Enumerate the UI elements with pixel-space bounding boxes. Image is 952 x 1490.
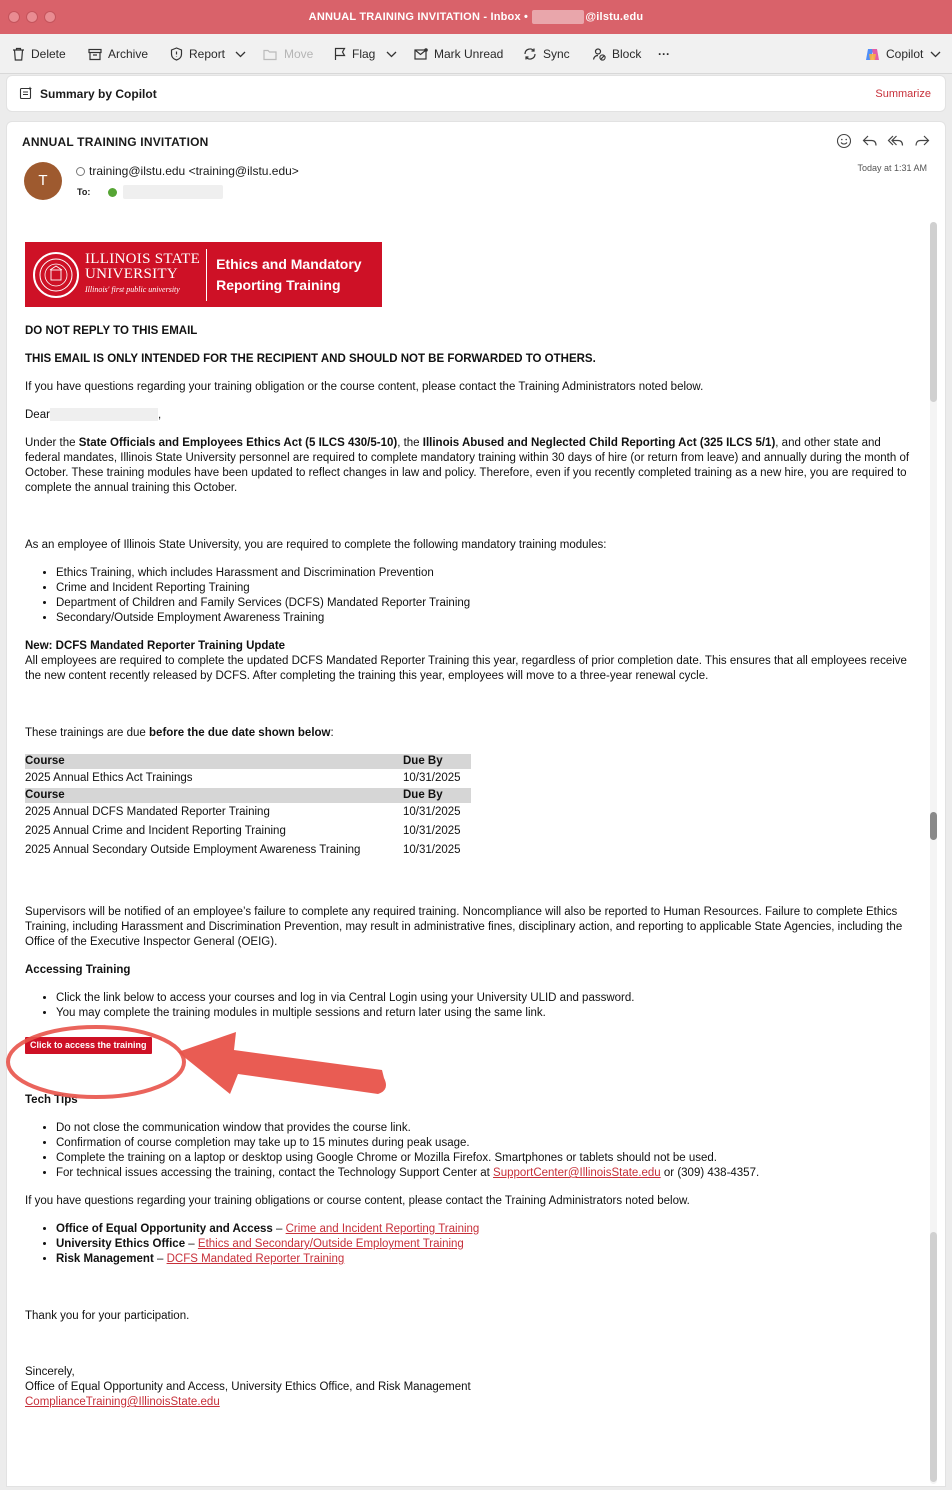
block-label: Block: [612, 47, 642, 61]
flag-dropdown-button[interactable]: [386, 34, 397, 74]
course-cell: 2025 Annual DCFS Mandated Reporter Training: [25, 806, 270, 818]
due-text-1: These trainings are due: [25, 727, 150, 739]
crime-reporting-link[interactable]: Crime and Incident Reporting Training: [285, 1223, 480, 1235]
noncompliance-paragraph: Supervisors will be notified of an employee’s failure to complete any required training. Noncompliance will also be reported to Human Resources. Failure to complete Ethics Training, including Harassment and Discrimination Prevention, may result in administrative fines, disciplinary action, and reporting to applicable State Agencies, including the Office of the Executive Inspector General (OEIG).: [25, 906, 903, 948]
copilot-dropdown-button[interactable]: [930, 34, 941, 74]
sync-button[interactable]: [523, 34, 570, 74]
due-dates-table: [25, 754, 471, 860]
tech-tip-text: For technical issues accessing the training, contact the Technology Support Center at: [56, 1167, 494, 1179]
tech-tip-phone: or (309) 438-4357.: [660, 1167, 760, 1179]
email-subject: ANNUAL TRAINING INVITATION: [22, 135, 209, 149]
list-item: [56, 1222, 917, 1237]
banner-title-line1: Ethics and Mandatory: [216, 255, 362, 272]
list-item: [56, 1252, 917, 1267]
summarize-button[interactable]: Summarize: [875, 88, 931, 100]
accessing-training-heading: Accessing Training: [25, 964, 131, 976]
admin-office: Risk Management: [56, 1253, 154, 1265]
banner-title-line2: Reporting Training: [216, 276, 341, 293]
sync-icon: [523, 47, 537, 61]
due-cell: 10/31/2025: [403, 825, 461, 837]
chevron-down-icon: [235, 51, 246, 58]
dcfs-training-link[interactable]: DCFS Mandated Reporter Training: [166, 1253, 345, 1265]
due-cell: 10/31/2025: [403, 844, 461, 856]
flag-label: Flag: [352, 47, 376, 61]
ethics-training-link[interactable]: Ethics and Secondary/Outside Employment Training: [197, 1238, 464, 1250]
table-row: [25, 803, 471, 822]
banner-title: [216, 254, 361, 296]
tech-tips-heading: Tech Tips: [25, 1094, 78, 1106]
report-label: Report: [189, 47, 226, 61]
no-reply-notice: DO NOT REPLY TO THIS EMAIL: [25, 325, 198, 337]
list-item: • Ethics Training, which includes Harassment and Discrimination Prevention: [56, 566, 917, 581]
presence-status-icon: [76, 167, 85, 176]
column-header-course: Course: [25, 788, 403, 803]
list-item: • Crime and Incident Reporting Training: [56, 581, 917, 596]
mandate-text-2: , the: [397, 437, 423, 449]
more-actions-label: ···: [658, 47, 670, 61]
mandate-text-3: , and other state and federal mandates, Illinois State University personnel are required to complete mandatory training within 30 days of hire (or return from leave) and annually during the month of October. These training modules have been updated to reflect changes in law and policy. Therefore, even if you recently completed training as a new hire, you are required to complete the annual training this October.: [25, 437, 910, 494]
redacted-recipient[interactable]: [123, 185, 223, 199]
mandate-paragraph: [25, 436, 917, 496]
mandate-text-1: Under the: [25, 437, 79, 449]
report-dropdown-button[interactable]: [235, 34, 246, 74]
more-actions-button[interactable]: [658, 34, 670, 74]
accessing-list: [56, 991, 917, 1021]
admin-sep: –: [153, 1253, 167, 1265]
course-cell: 2025 Annual Secondary Outside Employment Awareness Training: [25, 844, 361, 856]
table-row: [25, 822, 471, 841]
table-row: [25, 769, 471, 788]
anc-act-ref: Illinois Abused and Neglected Child Reporting Act (325 ILCS 5/1): [422, 437, 776, 449]
employee-requirement: As an employee of Illinois State University, you are required to complete the following mandatory training modules:: [25, 539, 607, 551]
list-item: • Click the link below to access your courses and log in via Central Login using your University ULID and password.: [56, 991, 917, 1006]
tech-tips-list: [56, 1121, 917, 1181]
sender-avatar[interactable]: T: [24, 162, 62, 200]
column-header-due: Due By: [403, 754, 471, 769]
column-header-due: Due By: [403, 788, 471, 803]
table-header: [25, 788, 471, 803]
archive-icon: [88, 48, 102, 61]
dcfs-update-text: All employees are required to complete the updated DCFS Mandated Reporter Training this year, regardless of prior completion date. This ensures that all employees receive the new content recently released by DCFS. After completing the training this year, employees will move to a three-year renewal cycle.: [25, 655, 907, 682]
reply-all-icon[interactable]: [887, 132, 905, 150]
list-item: [56, 1237, 917, 1252]
recipient-line: [77, 185, 223, 199]
admin-questions-paragraph: If you have questions regarding your training obligations or course content, please contact the Training Administrators noted below.: [25, 1195, 690, 1207]
block-button[interactable]: [592, 34, 641, 74]
greeting-punct: ,: [157, 409, 162, 421]
admin-office: University Ethics Office: [56, 1238, 186, 1250]
forward-icon[interactable]: [913, 132, 931, 150]
email-reading-pane: [6, 121, 946, 1487]
window-title-suffix: @ilstu.edu: [585, 10, 644, 23]
redacted-address: [532, 10, 584, 24]
move-folder-icon: [263, 48, 278, 61]
due-intro: [25, 726, 917, 741]
summary-icon: [19, 86, 33, 100]
block-user-icon: [592, 47, 606, 61]
signoff-line: Office of Equal Opportunity and Access, University Ethics Office, and Risk Management: [25, 1381, 471, 1393]
archive-label: Archive: [108, 47, 149, 61]
isu-seal-icon: [33, 252, 79, 298]
column-header-course: Course: [25, 754, 403, 769]
due-text-bold: before the due date shown below: [149, 727, 331, 739]
move-button[interactable]: [263, 34, 313, 74]
delete-label: Delete: [31, 47, 66, 61]
ethics-act-ref: State Officials and Employees Ethics Act (5 ILCS 430/5-10): [78, 437, 398, 449]
admin-sep: –: [272, 1223, 286, 1235]
list-item: • Department of Children and Family Services (DCFS) Mandated Reporter Training: [56, 596, 917, 611]
copilot-icon: [865, 47, 880, 62]
dcfs-update-heading: New: DCFS Mandated Reporter Training Update: [25, 640, 286, 652]
greeting: [25, 408, 917, 423]
course-cell: 2025 Annual Ethics Act Trainings: [25, 772, 193, 784]
emoji-reaction-icon[interactable]: [835, 132, 853, 150]
redacted-name: [50, 408, 158, 421]
copilot-label: Copilot: [886, 47, 924, 61]
due-cell: 10/31/2025: [403, 772, 461, 784]
greeting-text: Dear: [25, 409, 50, 421]
admin-office: Office of Equal Opportunity and Access: [56, 1223, 273, 1235]
access-training-button[interactable]: Click to access the training: [25, 1037, 152, 1054]
scrollbar-thumb-lower[interactable]: [930, 1232, 937, 1482]
thanks-line: Thank you for your participation.: [25, 1310, 190, 1322]
support-center-link[interactable]: SupportCenter@IllinoisState.edu: [493, 1167, 661, 1179]
copilot-button[interactable]: [865, 34, 923, 74]
toolbar: [0, 34, 952, 74]
isu-wordmark: [85, 252, 200, 297]
flag-icon: [334, 47, 346, 61]
table-header: [25, 754, 471, 769]
sincerely-line: Sincerely,: [25, 1366, 75, 1378]
scrollbar-thumb[interactable]: [930, 812, 937, 840]
received-date: Today at 1:31 AM: [857, 163, 927, 173]
due-cell: 10/31/2025: [403, 806, 461, 818]
cta-row: [25, 1037, 917, 1073]
questions-paragraph: If you have questions regarding your training obligation or the course content, please contact the Training Administrators noted below.: [25, 381, 704, 393]
list-item: • Do not close the communication window that provides the course link.: [56, 1121, 917, 1136]
copilot-summary-bar: [6, 75, 946, 112]
modules-list: [56, 566, 917, 626]
chevron-down-icon: [386, 51, 397, 58]
mark-unread-button[interactable]: [414, 34, 503, 74]
mark-unread-label: Mark Unread: [434, 47, 504, 61]
course-cell: 2025 Annual Crime and Incident Reporting Training: [25, 825, 286, 837]
sync-label: Sync: [543, 47, 570, 61]
delete-button[interactable]: [12, 34, 66, 74]
admin-sep: –: [185, 1238, 198, 1250]
window-title: [0, 10, 952, 24]
flag-button[interactable]: [334, 34, 375, 74]
sender-line[interactable]: [76, 164, 299, 178]
scrollbar-thumb-upper[interactable]: [930, 222, 937, 402]
list-item: • Confirmation of course completion may take up to 15 minutes during peak usage.: [56, 1136, 917, 1151]
email-body: [25, 242, 917, 1410]
isu-training-banner: [25, 242, 382, 307]
message-actions: [835, 132, 931, 150]
to-label: To:: [77, 187, 91, 197]
window-title-prefix: ANNUAL TRAINING INVITATION - Inbox •: [308, 10, 529, 23]
sender-address: training@ilstu.edu <training@ilstu.edu>: [89, 164, 299, 178]
isu-tagline: Illinois' first public university: [85, 285, 180, 294]
list-item: • You may complete the training modules in multiple sessions and return later using the same link.: [56, 1006, 917, 1021]
trash-icon: [12, 47, 25, 61]
compliance-email-link[interactable]: ComplianceTraining@IllinoisState.edu: [25, 1396, 220, 1408]
window-titlebar: [0, 0, 952, 34]
isu-wordmark-line1: ILLINOIS STATE: [85, 251, 201, 267]
archive-button[interactable]: [88, 34, 148, 74]
isu-wordmark-line2: UNIVERSITY: [85, 266, 178, 282]
banner-divider: [206, 249, 207, 301]
reply-icon[interactable]: [861, 132, 879, 150]
list-item: [56, 1166, 917, 1181]
report-button[interactable]: [170, 34, 225, 74]
summary-label: Summary by Copilot: [40, 87, 157, 101]
envelope-icon: [414, 48, 428, 60]
list-item: • Secondary/Outside Employment Awareness Training: [56, 611, 917, 626]
table-row: [25, 841, 471, 860]
recipient-only-notice: THIS EMAIL IS ONLY INTENDED FOR THE RECIPIENT AND SHOULD NOT BE FORWARDED TO OTHERS.: [25, 353, 596, 365]
chevron-down-icon: [930, 51, 941, 58]
list-item: • Complete the training on a laptop or desktop using Google Chrome or Mozilla Firefox. Smartphones or tablets should not be used.: [56, 1151, 917, 1166]
available-status-icon: [108, 188, 117, 197]
due-text-2: :: [330, 727, 334, 739]
shield-icon: [170, 47, 183, 61]
admins-list: [56, 1222, 917, 1267]
move-label: Move: [284, 47, 314, 61]
